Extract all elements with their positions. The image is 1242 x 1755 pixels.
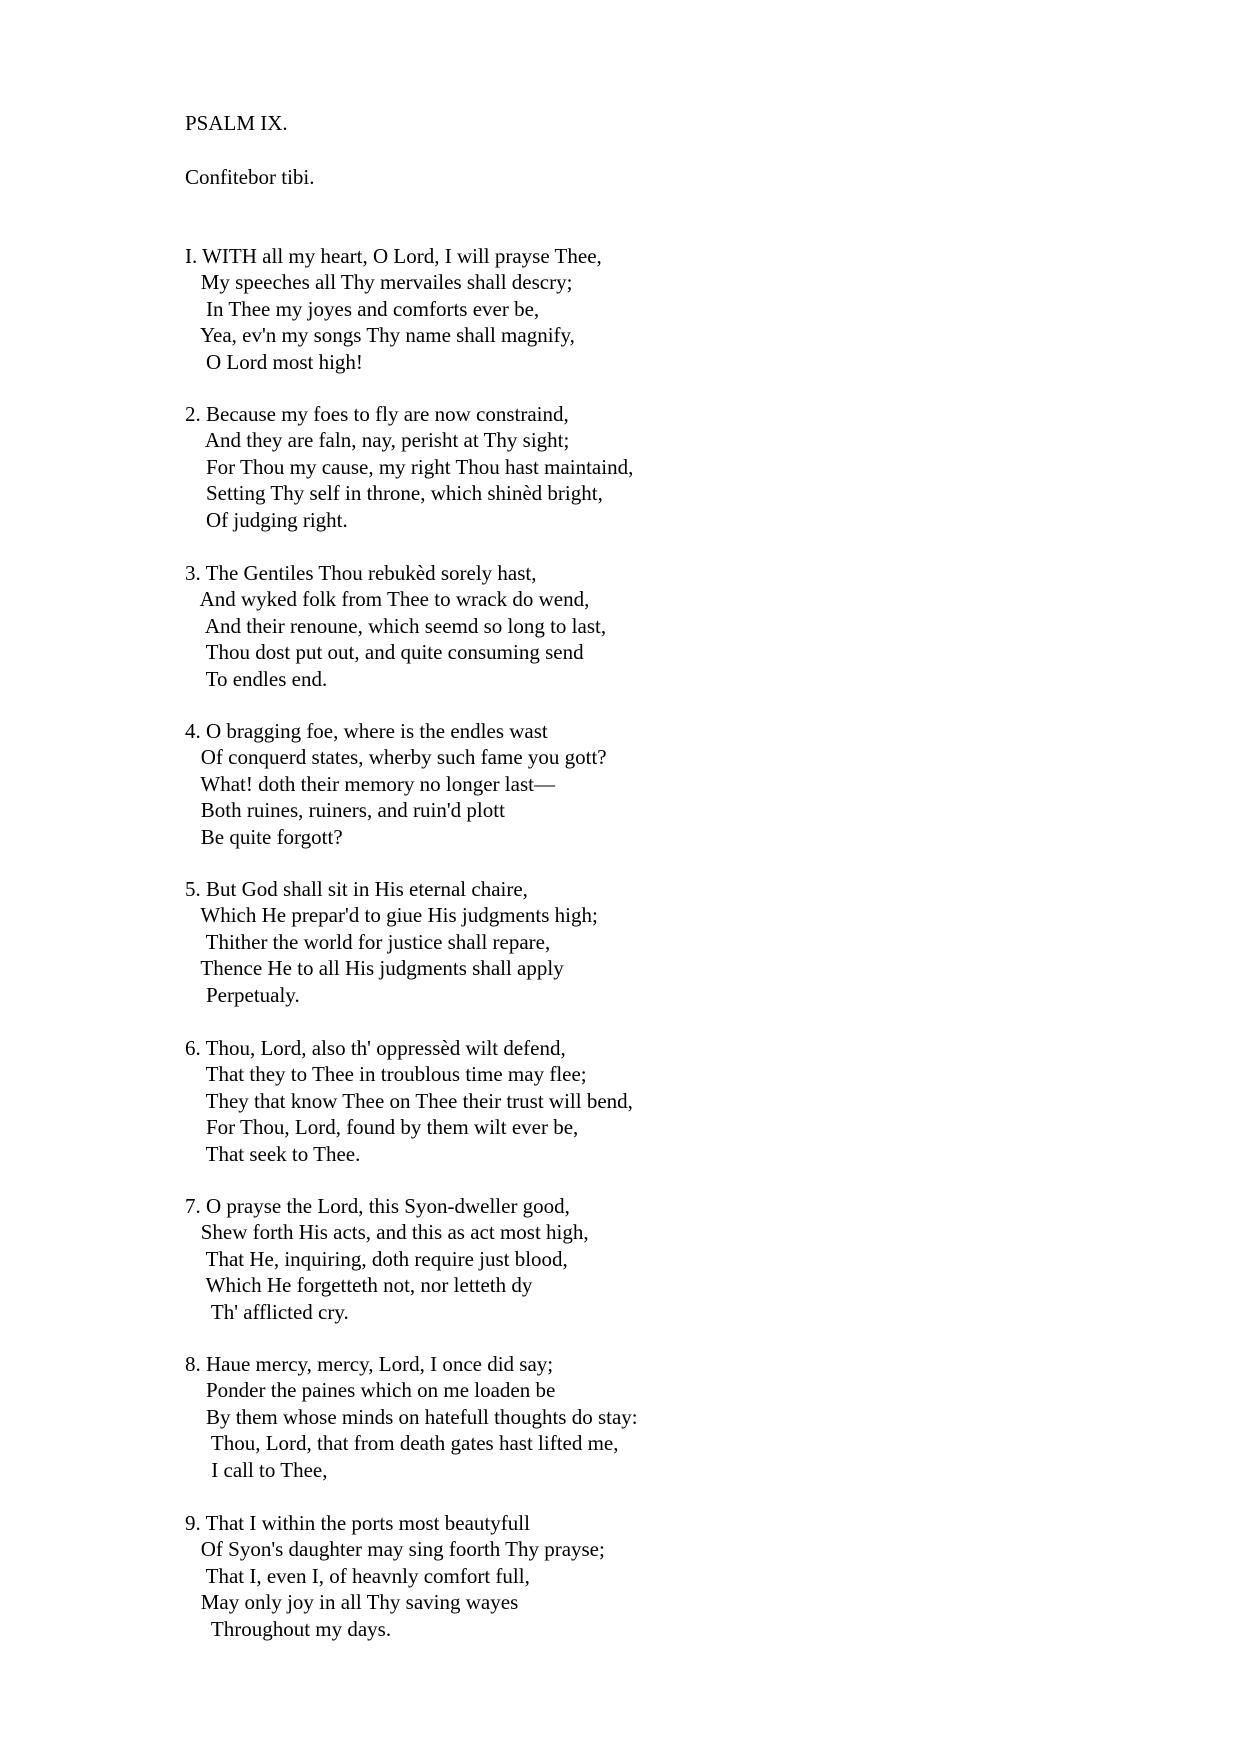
verse-line: 2. Because my foes to fly are now constraind,: [185, 402, 569, 426]
verse-line: And their renoune, which seemd so long to last,: [185, 613, 607, 638]
verse-line: That He, inquiring, doth require just blood,: [185, 1246, 568, 1271]
verse-line: Perpetualy.: [185, 982, 300, 1007]
stanza-1: [185, 243, 602, 375]
verse-line: 7. O prayse the Lord, this Syon-dweller good,: [185, 1194, 570, 1218]
verse-line: Thence He to all His judgments shall apply: [185, 956, 564, 981]
verse-line: And wyked folk from Thee to wrack do wend,: [185, 587, 590, 612]
stanza-4: [185, 718, 607, 850]
verse-line: 5. But God shall sit in His eternal chaire,: [185, 877, 528, 901]
verse-line: Throughout my days.: [185, 1616, 392, 1641]
verse-line: O Lord most high!: [185, 349, 363, 374]
verse-line: They that know Thee on Thee their trust will bend,: [185, 1088, 633, 1113]
verse-line: 4. O bragging foe, where is the endles wast: [185, 719, 548, 743]
verse-line: 6. Thou, Lord, also th' oppressèd wilt defend,: [185, 1036, 566, 1060]
verse-line: That seek to Thee.: [185, 1141, 361, 1166]
verse-line: Which He forgetteth not, nor letteth dy: [185, 1273, 533, 1298]
verse-line: Ponder the paines which on me loaden be: [185, 1378, 556, 1403]
verse-line: Thou dost put out, and quite consuming send: [185, 640, 584, 665]
verse-line: 3. The Gentiles Thou rebukèd sorely hast,: [185, 561, 537, 585]
stanza-2: [185, 401, 633, 533]
verse-line: May only joy in all Thy saving wayes: [185, 1590, 519, 1615]
verse-line: Setting Thy self in throne, which shinèd bright,: [185, 481, 603, 506]
verse-line: 8. Haue mercy, mercy, Lord, I once did say;: [185, 1352, 554, 1376]
verse-line: Yea, ev'n my songs Thy name shall magnify,: [185, 323, 575, 348]
verse-line: For Thou, Lord, found by them wilt ever be,: [185, 1115, 579, 1140]
verse-line: Both ruines, ruiners, and ruin'd plott: [185, 798, 505, 823]
verse-line: Th' afflicted cry.: [185, 1299, 349, 1324]
verse-line: Which He prepar'd to giue His judgments high;: [185, 903, 598, 928]
verse-line: What! doth their memory no longer last—: [185, 771, 555, 796]
verse-line: Be quite forgott?: [185, 824, 343, 849]
verse-line: Of conquerd states, wherby such fame you gott?: [185, 745, 607, 770]
verse-line: Shew forth His acts, and this as act most high,: [185, 1220, 589, 1245]
verse-line: To endles end.: [185, 666, 328, 691]
stanza-7: [185, 1193, 589, 1325]
verse-line: I. WITH all my heart, O Lord, I will prayse Thee,: [185, 244, 602, 268]
verse-line: And they are faln, nay, perisht at Thy sight;: [185, 428, 570, 453]
stanza-5: [185, 876, 598, 1008]
stanza-8: [185, 1351, 638, 1483]
page-title: PSALM IX.: [185, 111, 288, 135]
verse-line: My speeches all Thy mervailes shall descry;: [185, 270, 573, 295]
verse-line: By them whose minds on hatefull thoughts do stay:: [185, 1404, 638, 1429]
stanza-6: [185, 1035, 633, 1167]
verse-line: That they to Thee in troublous time may flee;: [185, 1062, 587, 1087]
verse-line: Of judging right.: [185, 507, 348, 532]
verse-line: That I, even I, of heavnly comfort full,: [185, 1563, 530, 1588]
verse-line: Thou, Lord, that from death gates hast lifted me,: [185, 1431, 619, 1456]
verse-line: Of Syon's daughter may sing foorth Thy prayse;: [185, 1537, 605, 1562]
verse-line: I call to Thee,: [185, 1457, 328, 1482]
verse-line: 9. That I within the ports most beautyfull: [185, 1511, 530, 1535]
verse-line: For Thou my cause, my right Thou hast maintaind,: [185, 454, 634, 479]
verse-line: In Thee my joyes and comforts ever be,: [185, 296, 540, 321]
stanza-9: [185, 1510, 605, 1642]
page-subtitle: Confitebor tibi.: [185, 165, 315, 189]
stanza-3: [185, 560, 606, 692]
verse-line: Thither the world for justice shall repare,: [185, 929, 551, 954]
